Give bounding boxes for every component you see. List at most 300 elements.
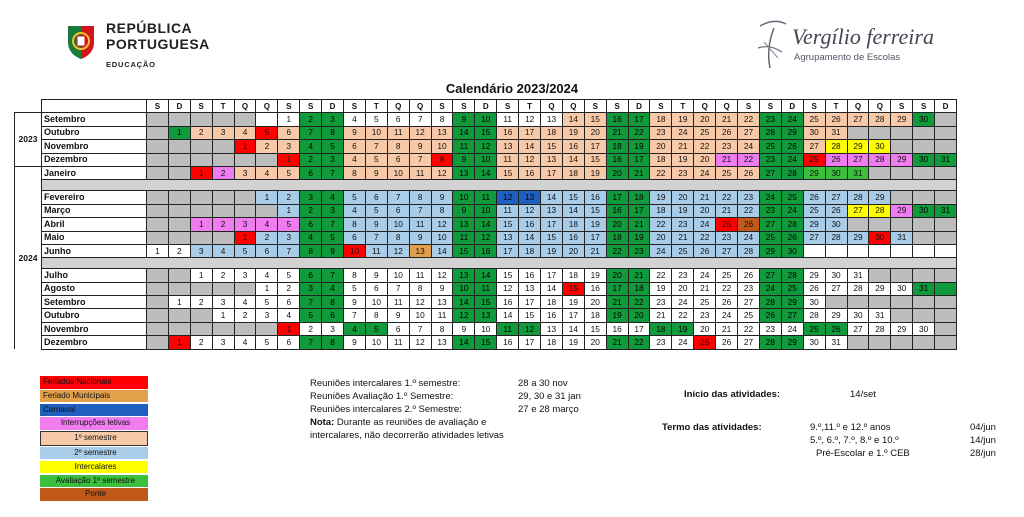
- day-cell: 21: [628, 269, 650, 282]
- day-cell: 27: [847, 153, 869, 166]
- day-cell: 28: [847, 191, 869, 204]
- day-cell: [190, 140, 212, 153]
- day-cell: 7: [387, 191, 409, 204]
- day-cell: 7: [300, 126, 322, 139]
- day-cell: 14: [497, 309, 519, 322]
- day-cell: [212, 282, 234, 295]
- weekday-header: Q: [234, 100, 256, 113]
- activities-info: [660, 389, 1010, 461]
- day-cell: [913, 126, 935, 139]
- day-cell: 17: [519, 296, 541, 309]
- day-cell: 26: [738, 269, 760, 282]
- day-cell: 6: [278, 296, 300, 309]
- day-cell: 1: [256, 191, 278, 204]
- day-cell: 1: [234, 140, 256, 153]
- day-cell: 31: [891, 231, 913, 244]
- day-cell: 26: [825, 204, 847, 217]
- day-cell: 3: [300, 191, 322, 204]
- day-cell: 6: [256, 244, 278, 257]
- day-cell: 27: [781, 309, 803, 322]
- day-cell: [147, 309, 169, 322]
- day-cell: 17: [606, 282, 628, 295]
- day-cell: [168, 322, 190, 335]
- day-cell: 1: [168, 296, 190, 309]
- day-cell: 25: [803, 153, 825, 166]
- month-name: Fevereiro: [42, 191, 147, 204]
- day-cell: 2: [300, 204, 322, 217]
- day-cell: 19: [584, 269, 606, 282]
- day-cell: 2: [300, 113, 322, 126]
- day-cell: 2: [256, 140, 278, 153]
- day-cell: [913, 218, 935, 231]
- day-cell: 27: [825, 191, 847, 204]
- day-cell: 30: [803, 336, 825, 349]
- day-cell: 10: [344, 244, 366, 257]
- day-cell: 22: [694, 231, 716, 244]
- separator-row: [15, 180, 957, 191]
- day-cell: [935, 269, 957, 282]
- school-emblem-icon: [752, 18, 792, 73]
- inicio-label: Início das atividades:: [684, 389, 781, 400]
- day-cell: 27: [759, 218, 781, 231]
- month-name: Dezembro: [42, 336, 147, 349]
- month-row: [15, 153, 957, 166]
- day-cell: 17: [628, 113, 650, 126]
- termo-who: Pré-Escolar e 1.º CEB: [816, 448, 910, 459]
- day-cell: 12: [475, 231, 497, 244]
- weekday-header: Q: [409, 100, 431, 113]
- day-cell: 18: [650, 113, 672, 126]
- separator-cell: [42, 258, 957, 269]
- day-cell: 15: [519, 309, 541, 322]
- day-cell: 20: [606, 218, 628, 231]
- day-cell: 11: [475, 191, 497, 204]
- day-cell: 8: [344, 269, 366, 282]
- month-row: [15, 296, 957, 309]
- legend-item: 1º semestre: [40, 431, 148, 446]
- day-cell: 10: [387, 269, 409, 282]
- day-cell: 30: [913, 322, 935, 335]
- weekday-header: S: [913, 100, 935, 113]
- day-cell: 26: [825, 113, 847, 126]
- day-cell: [212, 140, 234, 153]
- day-cell: 19: [672, 204, 694, 217]
- day-cell: 26: [825, 322, 847, 335]
- day-cell: 7: [409, 204, 431, 217]
- day-cell: 20: [584, 296, 606, 309]
- day-cell: [913, 336, 935, 349]
- day-cell: 15: [453, 244, 475, 257]
- day-cell: 17: [628, 322, 650, 335]
- month-name: Maio: [42, 231, 147, 244]
- day-cell: 1: [190, 218, 212, 231]
- day-cell: 8: [344, 218, 366, 231]
- day-cell: 6: [322, 309, 344, 322]
- day-cell: 21: [716, 204, 738, 217]
- day-cell: 12: [409, 336, 431, 349]
- day-cell: 5: [365, 153, 387, 166]
- day-cell: 2: [168, 244, 190, 257]
- weekday-header: S: [738, 100, 760, 113]
- day-cell: 24: [694, 218, 716, 231]
- day-cell: 14: [453, 296, 475, 309]
- weekday-header: Q: [541, 100, 563, 113]
- day-cell: 9: [409, 140, 431, 153]
- weekday-header: Q: [847, 100, 869, 113]
- termo-date: 28/jun: [970, 448, 996, 459]
- day-cell: 15: [475, 336, 497, 349]
- day-cell: 12: [475, 140, 497, 153]
- day-cell: [935, 113, 957, 126]
- day-cell: 14: [475, 166, 497, 179]
- day-cell: 31: [935, 204, 957, 217]
- day-cell: 18: [541, 336, 563, 349]
- day-cell: 28: [825, 140, 847, 153]
- termo-row-0: [660, 422, 1010, 435]
- day-cell: 21: [672, 140, 694, 153]
- separator-row: [15, 258, 957, 269]
- weekday-header: T: [212, 100, 234, 113]
- day-cell: 28: [825, 231, 847, 244]
- day-cell: 13: [541, 113, 563, 126]
- day-cell: 15: [584, 204, 606, 217]
- day-cell: [147, 336, 169, 349]
- day-cell: 28: [847, 282, 869, 295]
- day-cell: 29: [847, 231, 869, 244]
- day-cell: 12: [519, 113, 541, 126]
- day-cell: 20: [584, 126, 606, 139]
- day-cell: 14: [562, 113, 584, 126]
- day-cell: [869, 166, 891, 179]
- day-cell: 5: [278, 269, 300, 282]
- day-cell: 10: [365, 336, 387, 349]
- day-cell: 8: [431, 322, 453, 335]
- day-cell: [847, 296, 869, 309]
- legend-item: Carnaval: [40, 404, 148, 417]
- day-cell: 25: [694, 336, 716, 349]
- day-cell: 17: [541, 218, 563, 231]
- day-cell: [913, 191, 935, 204]
- weekday-header: D: [168, 100, 190, 113]
- day-cell: 11: [387, 336, 409, 349]
- day-cell: 14: [562, 204, 584, 217]
- day-cell: 14: [453, 336, 475, 349]
- day-cell: 27: [759, 269, 781, 282]
- day-cell: 26: [759, 309, 781, 322]
- day-cell: 24: [694, 269, 716, 282]
- day-cell: 13: [519, 191, 541, 204]
- day-cell: 2: [234, 309, 256, 322]
- day-cell: 2: [212, 166, 234, 179]
- day-cell: 18: [650, 153, 672, 166]
- day-cell: 9: [453, 322, 475, 335]
- day-cell: 26: [825, 153, 847, 166]
- day-cell: 30: [803, 126, 825, 139]
- day-cell: 5: [234, 244, 256, 257]
- day-cell: 19: [672, 113, 694, 126]
- day-cell: [212, 113, 234, 126]
- year-label: 2023: [15, 113, 42, 167]
- day-cell: [803, 244, 825, 257]
- weekday-header: T: [519, 100, 541, 113]
- day-cell: [913, 244, 935, 257]
- day-cell: 29: [803, 166, 825, 179]
- day-cell: 22: [738, 153, 760, 166]
- day-cell: 9: [431, 282, 453, 295]
- day-cell: 1: [147, 244, 169, 257]
- day-cell: 23: [650, 296, 672, 309]
- day-cell: 13: [431, 296, 453, 309]
- day-cell: [935, 126, 957, 139]
- day-cell: 22: [650, 218, 672, 231]
- day-cell: [935, 244, 957, 257]
- termo-label: Termo das atividades:: [662, 422, 762, 433]
- day-cell: 30: [825, 166, 847, 179]
- legend-item: Intercalares: [40, 461, 148, 474]
- day-cell: 17: [628, 204, 650, 217]
- day-cell: [256, 204, 278, 217]
- day-cell: 14: [541, 191, 563, 204]
- day-cell: 1: [190, 166, 212, 179]
- day-cell: 25: [759, 140, 781, 153]
- day-cell: [234, 282, 256, 295]
- weekday-header: Q: [562, 100, 584, 113]
- year-label: 2024: [15, 166, 42, 349]
- day-cell: [212, 153, 234, 166]
- day-cell: 11: [497, 204, 519, 217]
- day-cell: 19: [606, 309, 628, 322]
- day-cell: 21: [716, 113, 738, 126]
- day-cell: [913, 140, 935, 153]
- day-cell: 25: [716, 166, 738, 179]
- day-cell: 18: [541, 126, 563, 139]
- day-cell: 28: [781, 166, 803, 179]
- day-cell: 17: [584, 231, 606, 244]
- day-cell: 23: [759, 322, 781, 335]
- day-cell: [147, 126, 169, 139]
- day-cell: 20: [628, 309, 650, 322]
- weekday-header: S: [606, 100, 628, 113]
- day-cell: [913, 309, 935, 322]
- day-cell: 16: [475, 244, 497, 257]
- day-cell: 22: [738, 113, 760, 126]
- day-cell: 24: [781, 322, 803, 335]
- weekday-header: D: [781, 100, 803, 113]
- day-cell: 6: [278, 336, 300, 349]
- day-cell: 8: [387, 140, 409, 153]
- day-cell: [147, 231, 169, 244]
- day-cell: 22: [650, 166, 672, 179]
- day-cell: 17: [541, 269, 563, 282]
- day-cell: 5: [365, 113, 387, 126]
- day-cell: 9: [344, 296, 366, 309]
- day-cell: 7: [322, 218, 344, 231]
- day-cell: 5: [256, 126, 278, 139]
- day-cell: 30: [913, 204, 935, 217]
- day-cell: 29: [891, 153, 913, 166]
- month-row: [15, 204, 957, 217]
- day-cell: 19: [541, 244, 563, 257]
- day-cell: 27: [716, 244, 738, 257]
- day-cell: 5: [344, 282, 366, 295]
- legend-item: Ponte: [40, 488, 148, 501]
- day-cell: 12: [431, 166, 453, 179]
- day-cell: 12: [497, 282, 519, 295]
- day-cell: 29: [781, 296, 803, 309]
- day-cell: [168, 231, 190, 244]
- day-cell: 4: [344, 322, 366, 335]
- day-cell: 9: [387, 309, 409, 322]
- day-cell: 9: [344, 336, 366, 349]
- day-cell: [147, 282, 169, 295]
- portuguese-crest-icon: [64, 22, 98, 60]
- day-cell: 23: [672, 166, 694, 179]
- day-cell: 6: [344, 140, 366, 153]
- day-cell: 23: [650, 126, 672, 139]
- day-cell: 12: [519, 204, 541, 217]
- day-cell: [147, 269, 169, 282]
- day-cell: 11: [409, 269, 431, 282]
- nota-text: [310, 416, 510, 442]
- day-cell: [913, 231, 935, 244]
- day-cell: 16: [497, 296, 519, 309]
- day-cell: 14: [562, 322, 584, 335]
- month-row: [15, 336, 957, 349]
- day-cell: 27: [738, 126, 760, 139]
- day-cell: [190, 153, 212, 166]
- day-cell: 6: [300, 218, 322, 231]
- day-cell: 25: [716, 269, 738, 282]
- month-row: [15, 126, 957, 139]
- separator-cell: [42, 180, 957, 191]
- day-cell: 29: [803, 269, 825, 282]
- day-cell: [212, 191, 234, 204]
- month-row: [15, 231, 957, 244]
- day-cell: 27: [825, 282, 847, 295]
- day-cell: 13: [453, 269, 475, 282]
- day-cell: 23: [716, 231, 738, 244]
- day-cell: 15: [497, 269, 519, 282]
- day-cell: 16: [606, 113, 628, 126]
- day-cell: 10: [475, 322, 497, 335]
- day-cell: 27: [847, 113, 869, 126]
- day-cell: [190, 309, 212, 322]
- page-title: Calendário 2023/2024: [445, 81, 579, 96]
- day-cell: 6: [387, 322, 409, 335]
- day-cell: [891, 166, 913, 179]
- day-cell: 1: [256, 282, 278, 295]
- day-cell: 25: [759, 231, 781, 244]
- day-cell: 13: [541, 322, 563, 335]
- weekday-header: D: [628, 100, 650, 113]
- note-value: 29, 30 e 31 jan: [518, 391, 581, 402]
- day-cell: 8: [431, 153, 453, 166]
- day-cell: [190, 231, 212, 244]
- day-cell: 12: [497, 191, 519, 204]
- day-cell: 31: [847, 269, 869, 282]
- day-cell: 13: [497, 140, 519, 153]
- termo-date: 14/jun: [970, 435, 996, 446]
- day-cell: 31: [825, 126, 847, 139]
- day-cell: 4: [300, 140, 322, 153]
- day-cell: 4: [234, 336, 256, 349]
- day-cell: 28: [781, 218, 803, 231]
- day-cell: [256, 322, 278, 335]
- day-cell: 2: [212, 218, 234, 231]
- day-cell: 19: [562, 126, 584, 139]
- day-cell: 22: [672, 309, 694, 322]
- day-cell: 5: [278, 218, 300, 231]
- day-cell: 11: [409, 218, 431, 231]
- day-cell: [168, 282, 190, 295]
- weekday-header: Q: [716, 100, 738, 113]
- day-cell: 16: [519, 218, 541, 231]
- month-name: Julho: [42, 269, 147, 282]
- weekday-header: S: [803, 100, 825, 113]
- day-cell: 7: [409, 322, 431, 335]
- day-cell: 7: [322, 269, 344, 282]
- day-cell: 28: [803, 309, 825, 322]
- day-cell: 29: [781, 126, 803, 139]
- logo-text-educacao: EDUCAÇÃO: [106, 60, 156, 69]
- day-cell: 19: [672, 322, 694, 335]
- day-cell: 29: [869, 191, 891, 204]
- day-cell: 28: [738, 244, 760, 257]
- day-cell: 13: [431, 126, 453, 139]
- day-cell: [825, 244, 847, 257]
- day-cell: 26: [803, 191, 825, 204]
- legend-item: 2º semestre: [40, 447, 148, 460]
- day-cell: 3: [212, 126, 234, 139]
- day-cell: 30: [781, 244, 803, 257]
- day-cell: 20: [694, 204, 716, 217]
- day-cell: 5: [322, 231, 344, 244]
- month-row: [15, 140, 957, 153]
- day-cell: 31: [935, 153, 957, 166]
- weekday-header: S: [344, 100, 366, 113]
- day-cell: 12: [453, 309, 475, 322]
- day-cell: 10: [475, 153, 497, 166]
- day-cell: 10: [365, 126, 387, 139]
- day-cell: [234, 113, 256, 126]
- day-cell: 15: [584, 153, 606, 166]
- day-cell: 4: [256, 218, 278, 231]
- day-cell: 31: [847, 166, 869, 179]
- day-cell: [891, 126, 913, 139]
- day-cell: 4: [234, 126, 256, 139]
- day-cell: 4: [234, 296, 256, 309]
- day-cell: [935, 336, 957, 349]
- day-cell: 27: [803, 140, 825, 153]
- weekday-header: T: [825, 100, 847, 113]
- day-cell: 6: [387, 153, 409, 166]
- day-cell: 2: [190, 296, 212, 309]
- day-cell: 27: [738, 336, 760, 349]
- day-cell: [891, 244, 913, 257]
- day-cell: 17: [628, 153, 650, 166]
- weekday-header: Q: [256, 100, 278, 113]
- day-cell: 29: [891, 113, 913, 126]
- month-row: [15, 218, 957, 231]
- day-cell: 9: [453, 113, 475, 126]
- day-cell: 20: [562, 244, 584, 257]
- day-cell: 19: [650, 282, 672, 295]
- day-cell: 5: [278, 166, 300, 179]
- day-cell: [168, 309, 190, 322]
- day-cell: 21: [606, 126, 628, 139]
- day-cell: 16: [584, 191, 606, 204]
- day-cell: 31: [913, 282, 935, 295]
